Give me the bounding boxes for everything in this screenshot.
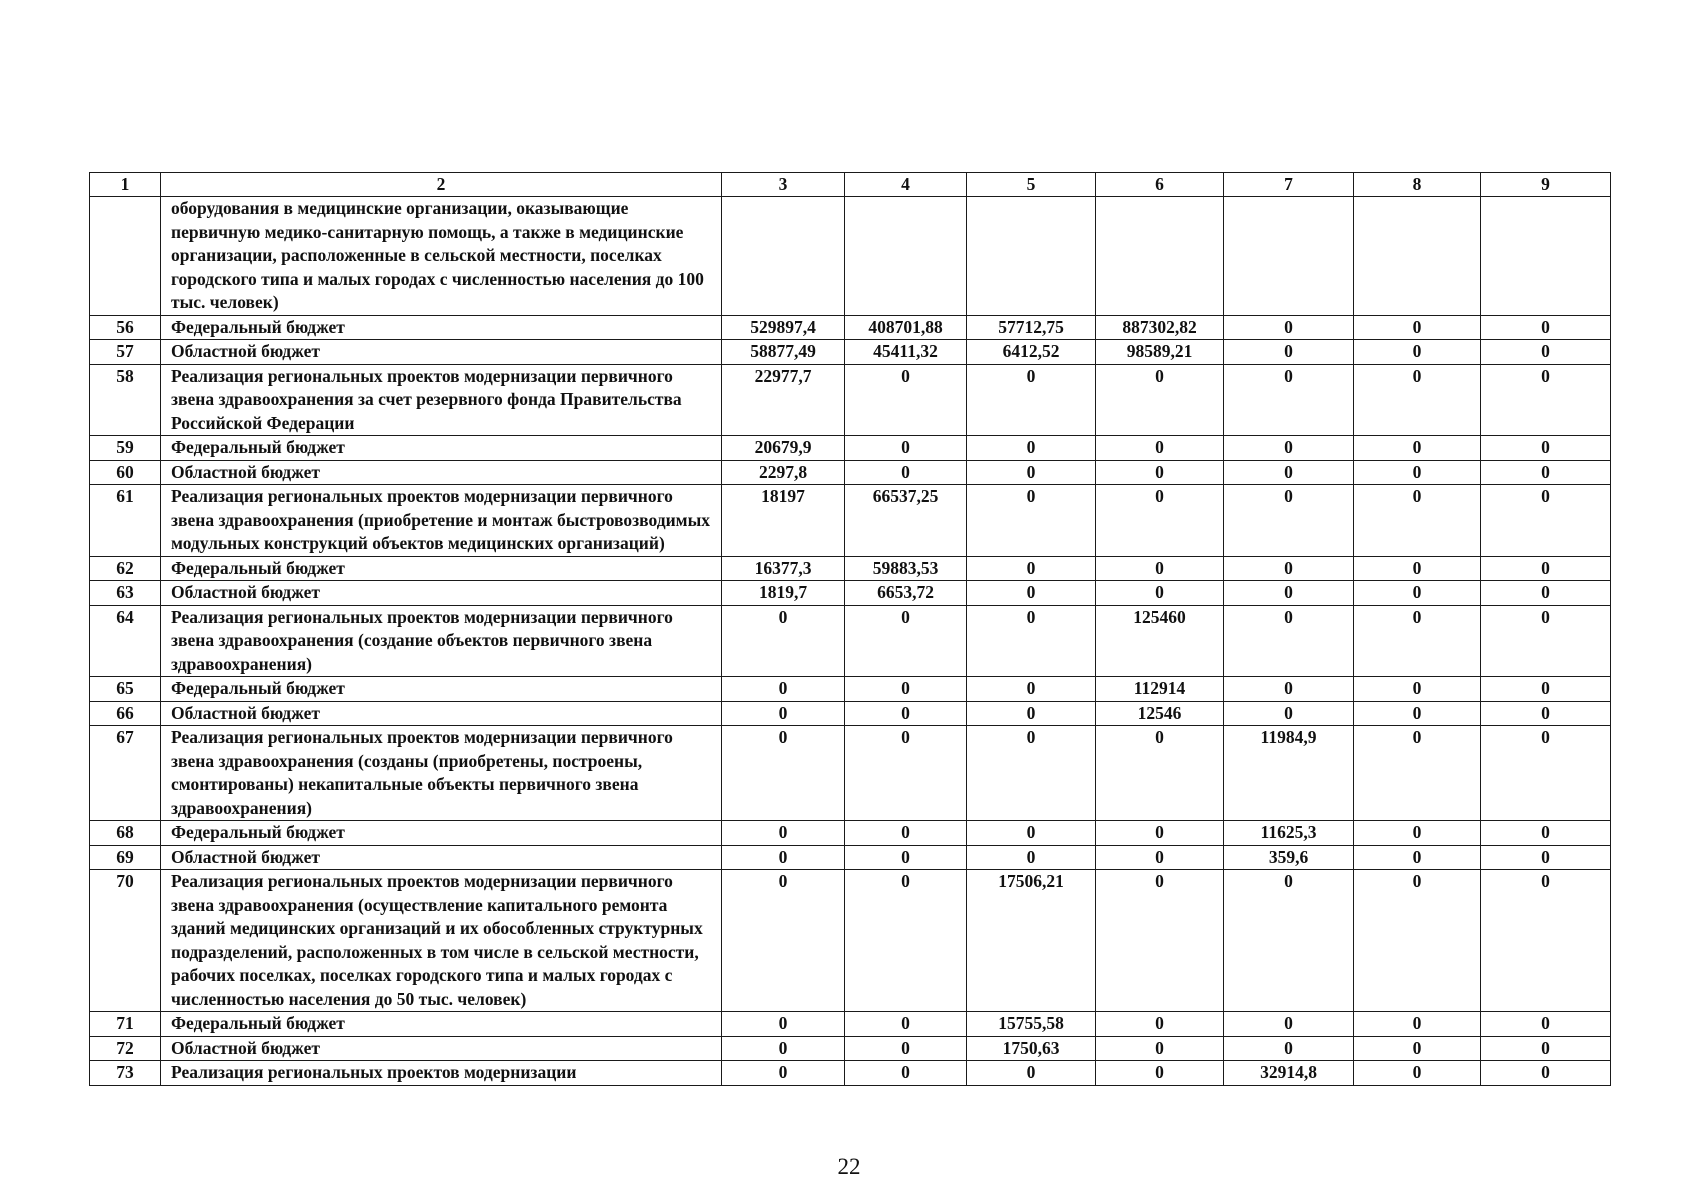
value-cell: 0 (845, 436, 967, 461)
table-row (90, 340, 1611, 365)
value-cell: 0 (845, 1036, 967, 1061)
table-row (90, 870, 1611, 1012)
value-cell: 32914,8 (1224, 1061, 1354, 1086)
row-description-cell: Федеральный бюджет (161, 1012, 722, 1037)
value-cell: 0 (1481, 1012, 1611, 1037)
row-number-cell: 66 (90, 701, 161, 726)
header-cell: 9 (1481, 173, 1611, 197)
value-cell: 0 (1224, 436, 1354, 461)
row-description-cell: Областной бюджет (161, 1036, 722, 1061)
table-row (90, 1061, 1611, 1086)
value-cell: 12546 (1096, 701, 1224, 726)
value-cell: 0 (1481, 436, 1611, 461)
value-cell: 0 (967, 1061, 1096, 1086)
row-number-cell: 63 (90, 581, 161, 606)
header-cell: 4 (845, 173, 967, 197)
value-cell: 0 (1224, 581, 1354, 606)
row-number-cell: 60 (90, 460, 161, 485)
value-cell: 16377,3 (722, 556, 845, 581)
row-number-cell: 65 (90, 677, 161, 702)
header-cell: 1 (90, 173, 161, 197)
header-cell: 6 (1096, 173, 1224, 197)
value-cell: 0 (1224, 460, 1354, 485)
value-cell: 0 (1096, 821, 1224, 846)
value-cell: 887302,82 (1096, 315, 1224, 340)
value-cell: 0 (1096, 364, 1224, 436)
value-cell: 0 (1096, 870, 1224, 1012)
value-cell: 0 (722, 821, 845, 846)
value-cell: 408701,88 (845, 315, 967, 340)
value-cell: 0 (845, 1012, 967, 1037)
value-cell: 0 (967, 485, 1096, 557)
value-cell (1224, 197, 1354, 316)
value-cell: 0 (1481, 364, 1611, 436)
value-cell: 0 (722, 726, 845, 821)
value-cell: 0 (1224, 870, 1354, 1012)
value-cell: 0 (1354, 485, 1481, 557)
value-cell: 0 (1481, 821, 1611, 846)
value-cell: 0 (845, 821, 967, 846)
value-cell: 45411,32 (845, 340, 967, 365)
value-cell: 0 (967, 460, 1096, 485)
value-cell: 0 (1481, 460, 1611, 485)
value-cell: 0 (1096, 581, 1224, 606)
value-cell: 0 (1224, 364, 1354, 436)
value-cell: 1750,63 (967, 1036, 1096, 1061)
value-cell: 0 (1481, 581, 1611, 606)
value-cell: 0 (1354, 726, 1481, 821)
value-cell: 0 (967, 556, 1096, 581)
value-cell: 0 (1354, 1036, 1481, 1061)
value-cell: 0 (1354, 340, 1481, 365)
value-cell: 1819,7 (722, 581, 845, 606)
value-cell: 0 (1354, 605, 1481, 677)
header-cell: 7 (1224, 173, 1354, 197)
row-number-cell: 62 (90, 556, 161, 581)
row-description-cell: Областной бюджет (161, 460, 722, 485)
row-description-cell: Федеральный бюджет (161, 556, 722, 581)
row-number-cell: 70 (90, 870, 161, 1012)
value-cell: 0 (1481, 485, 1611, 557)
row-description-cell: Областной бюджет (161, 701, 722, 726)
value-cell: 0 (845, 845, 967, 870)
value-cell: 0 (1096, 436, 1224, 461)
table-row (90, 1012, 1611, 1037)
value-cell: 0 (845, 870, 967, 1012)
row-description-cell: Областной бюджет (161, 845, 722, 870)
value-cell: 0 (722, 1061, 845, 1086)
value-cell: 0 (845, 1061, 967, 1086)
budget-table (89, 172, 1611, 1086)
value-cell: 0 (1224, 485, 1354, 557)
value-cell: 20679,9 (722, 436, 845, 461)
value-cell: 0 (1481, 1061, 1611, 1086)
value-cell: 0 (1096, 1012, 1224, 1037)
value-cell: 59883,53 (845, 556, 967, 581)
value-cell: 11984,9 (1224, 726, 1354, 821)
value-cell: 0 (1354, 581, 1481, 606)
value-cell: 66537,25 (845, 485, 967, 557)
value-cell (722, 197, 845, 316)
value-cell: 6653,72 (845, 581, 967, 606)
value-cell: 0 (967, 364, 1096, 436)
table-row (90, 581, 1611, 606)
header-cell: 8 (1354, 173, 1481, 197)
value-cell: 17506,21 (967, 870, 1096, 1012)
value-cell: 0 (1481, 701, 1611, 726)
table-row (90, 605, 1611, 677)
row-description-cell: Федеральный бюджет (161, 821, 722, 846)
value-cell: 0 (1354, 870, 1481, 1012)
row-description-cell: Реализация региональных проектов модернизации первичного звена здравоохранения за счет резервного фонда Правительства Российской Федерации (161, 364, 722, 436)
value-cell: 0 (722, 1036, 845, 1061)
table-row (90, 845, 1611, 870)
value-cell: 0 (1354, 556, 1481, 581)
value-cell: 0 (1481, 1036, 1611, 1061)
value-cell (845, 197, 967, 316)
value-cell: 0 (1354, 315, 1481, 340)
table-row (90, 556, 1611, 581)
value-cell: 0 (845, 605, 967, 677)
value-cell: 0 (1481, 845, 1611, 870)
value-cell: 0 (1096, 726, 1224, 821)
page-number: 22 (837, 1154, 861, 1179)
row-number-cell: 64 (90, 605, 161, 677)
header-cell: 2 (161, 173, 722, 197)
value-cell: 112914 (1096, 677, 1224, 702)
row-number-cell: 67 (90, 726, 161, 821)
value-cell: 0 (1224, 677, 1354, 702)
value-cell: 0 (967, 581, 1096, 606)
value-cell: 0 (1354, 1012, 1481, 1037)
value-cell: 11625,3 (1224, 821, 1354, 846)
value-cell: 57712,75 (967, 315, 1096, 340)
value-cell: 0 (722, 870, 845, 1012)
table-row (90, 364, 1611, 436)
value-cell: 0 (722, 845, 845, 870)
value-cell: 6412,52 (967, 340, 1096, 365)
value-cell: 0 (1224, 340, 1354, 365)
table-row (90, 1036, 1611, 1061)
value-cell: 0 (1354, 460, 1481, 485)
table-row (90, 485, 1611, 557)
header-cell: 3 (722, 173, 845, 197)
value-cell: 0 (845, 726, 967, 821)
value-cell: 58877,49 (722, 340, 845, 365)
value-cell: 18197 (722, 485, 845, 557)
row-description-cell: Реализация региональных проектов модернизации первичного звена здравоохранения (создание объектов первичного звена здравоохранения) (161, 605, 722, 677)
value-cell: 0 (1481, 315, 1611, 340)
value-cell (1096, 197, 1224, 316)
value-cell: 0 (1481, 726, 1611, 821)
table-row (90, 701, 1611, 726)
row-number-cell: 72 (90, 1036, 161, 1061)
row-number-cell: 59 (90, 436, 161, 461)
value-cell: 0 (722, 677, 845, 702)
value-cell: 0 (722, 605, 845, 677)
value-cell: 0 (1096, 460, 1224, 485)
value-cell: 0 (1354, 436, 1481, 461)
value-cell: 22977,7 (722, 364, 845, 436)
value-cell: 0 (1354, 701, 1481, 726)
row-number-cell (90, 197, 161, 316)
table-row (90, 726, 1611, 821)
value-cell: 0 (722, 701, 845, 726)
table-row (90, 821, 1611, 846)
value-cell: 0 (1224, 315, 1354, 340)
value-cell: 0 (845, 701, 967, 726)
value-cell: 0 (1481, 677, 1611, 702)
value-cell: 0 (1354, 364, 1481, 436)
value-cell: 0 (845, 364, 967, 436)
row-number-cell: 68 (90, 821, 161, 846)
value-cell: 0 (1354, 821, 1481, 846)
row-description-cell: оборудования в медицинские организации, оказывающие первичную медико-санитарную помощь, а также в медицинские организации, расположенные в сельской местности, поселках городского типа и малых городах с численностью населения до 100 тыс. человек) (161, 197, 722, 316)
value-cell: 0 (967, 726, 1096, 821)
table-body (90, 173, 1611, 1086)
table-row (90, 436, 1611, 461)
row-description-cell: Реализация региональных проектов модернизации первичного звена здравоохранения (созданы (приобретены, построены, смонтированы) некапитальные объекты первичного звена здравоохранения) (161, 726, 722, 821)
value-cell: 0 (1096, 485, 1224, 557)
value-cell: 0 (967, 821, 1096, 846)
value-cell: 0 (1224, 605, 1354, 677)
value-cell: 2297,8 (722, 460, 845, 485)
value-cell: 15755,58 (967, 1012, 1096, 1037)
value-cell: 0 (845, 460, 967, 485)
value-cell: 0 (1481, 605, 1611, 677)
row-number-cell: 58 (90, 364, 161, 436)
value-cell (1481, 197, 1611, 316)
value-cell: 98589,21 (1096, 340, 1224, 365)
value-cell: 0 (722, 1012, 845, 1037)
value-cell: 529897,4 (722, 315, 845, 340)
value-cell: 0 (1354, 1061, 1481, 1086)
row-description-cell: Федеральный бюджет (161, 677, 722, 702)
table-row (90, 197, 1611, 316)
value-cell: 0 (1224, 1012, 1354, 1037)
value-cell: 0 (1354, 845, 1481, 870)
value-cell: 0 (1096, 556, 1224, 581)
table-row (90, 677, 1611, 702)
row-number-cell: 56 (90, 315, 161, 340)
row-number-cell: 69 (90, 845, 161, 870)
row-description-cell: Федеральный бюджет (161, 315, 722, 340)
row-description-cell: Областной бюджет (161, 340, 722, 365)
value-cell (1354, 197, 1481, 316)
value-cell: 0 (1224, 701, 1354, 726)
row-description-cell: Реализация региональных проектов модернизации первичного звена здравоохранения (приобретение и монтаж быстровозводимых модульных конструкций объектов медицинских организаций) (161, 485, 722, 557)
row-number-cell: 71 (90, 1012, 161, 1037)
value-cell: 0 (1224, 1036, 1354, 1061)
value-cell: 0 (967, 436, 1096, 461)
row-description-cell: Реализация региональных проектов модернизации (161, 1061, 722, 1086)
value-cell: 0 (1224, 556, 1354, 581)
table-row (90, 315, 1611, 340)
value-cell: 0 (1096, 1036, 1224, 1061)
header-cell: 5 (967, 173, 1096, 197)
value-cell: 0 (1096, 845, 1224, 870)
value-cell (967, 197, 1096, 316)
table-header-row (90, 173, 1611, 197)
row-number-cell: 57 (90, 340, 161, 365)
value-cell: 0 (967, 605, 1096, 677)
row-description-cell: Областной бюджет (161, 581, 722, 606)
value-cell: 0 (967, 677, 1096, 702)
row-number-cell: 61 (90, 485, 161, 557)
value-cell: 0 (1481, 340, 1611, 365)
value-cell: 0 (845, 677, 967, 702)
row-description-cell: Федеральный бюджет (161, 436, 722, 461)
value-cell: 0 (1481, 556, 1611, 581)
value-cell: 0 (967, 845, 1096, 870)
row-description-cell: Реализация региональных проектов модернизации первичного звена здравоохранения (осуществление капитального ремонта зданий медицинских организаций и их обособленных структурных подразделений, расположенных в том числе в сельской местности, рабочих поселках, поселках городского типа и малых городах с численностью населения до 50 тыс. человек) (161, 870, 722, 1012)
value-cell: 0 (1354, 677, 1481, 702)
value-cell: 0 (967, 701, 1096, 726)
value-cell: 125460 (1096, 605, 1224, 677)
row-number-cell: 73 (90, 1061, 161, 1086)
value-cell: 0 (1096, 1061, 1224, 1086)
table-row (90, 460, 1611, 485)
value-cell: 359,6 (1224, 845, 1354, 870)
value-cell: 0 (1481, 870, 1611, 1012)
